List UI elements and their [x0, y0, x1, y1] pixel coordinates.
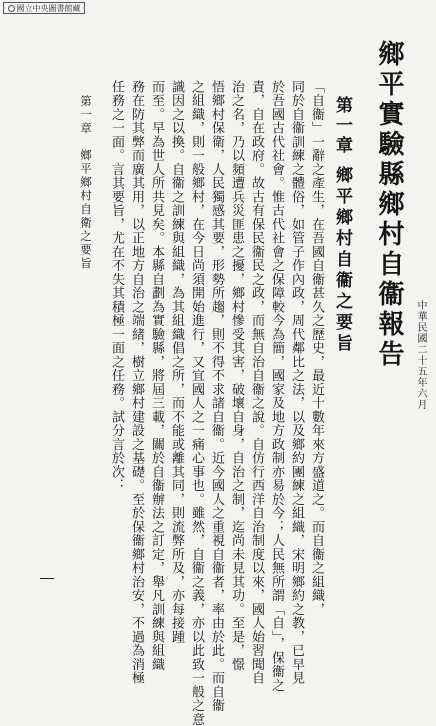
- body-line: 之組織，則一般鄉村，在今日尚須開始進行，又宜國人之一痛心事也。雖然，自衞之義，亦以此致一般之意: [189, 80, 204, 726]
- report-title: 鄉平實驗縣鄉村自衞報告: [374, 40, 404, 370]
- body-line: 治之名，乃以頻遭兵災匪患之擾，鄉村慘受其害，破壞自身，自治之制，迄尚未見其功。至是，憬: [229, 80, 244, 672]
- body-line: 任務之一面。言其要旨，尤在不失其積極一面之任務。試分言於次：: [109, 80, 124, 493]
- chapter-name: 鄉平鄉村自衞之要旨: [332, 166, 352, 355]
- margin-chapter-label: 第一章 鄉平鄉村自衛之要旨: [79, 95, 93, 271]
- chapter-number: 第一章: [332, 96, 352, 156]
- page-number-mark: [40, 578, 54, 579]
- seal-icon: [8, 5, 15, 12]
- body-line: 責，自在政府。故古有保民衞民之政，而無自治自衞之說。自仿行西洋自治制度以來，國人始習聞自: [249, 80, 264, 685]
- body-line: 於吾國古代社會。惟古代社會之保障較今為簡，國家及地方政制亦易於今；人民無所謂「自」，保衞之: [269, 80, 284, 693]
- body-line: 同於自衞訓練之體俗，如管子作內政，周代鄰比之法，以及鄉約團練之組織，宋明鄉約之教，已早見: [289, 80, 304, 685]
- body-line: 識因之以換。自衞之訓練與組織，為其組織倡之所，而不能或離其同，則流弊所及，亦每接踵: [169, 80, 184, 644]
- report-date: 中華民國二十五年六月: [415, 300, 426, 410]
- body-line: 而至。早為世人所共見矣。本縣自劃為實驗縣，將屆三載，關於自衞辦法之訂定，舉凡訓練與組織: [149, 80, 164, 672]
- body-line: 務在防其弊而廣其用，以正地方自治之端緒，樹立鄉村建設之基礎。至於保衞鄉村治安，不過為消極: [129, 80, 144, 685]
- body-line: 悟鄉村保衛，人民獨感其要，形勢所趨，則不得不求諸自衞。近今國人之重視自衞者，率由於此。而自衞: [209, 80, 224, 713]
- stamp-text: 國立中央圖書館藏: [16, 3, 81, 13]
- body-line: 「自衞」一辭之產生，在吾國自衞甚久之歷史，最近十數年來方盛道之。而自衞之組織，: [309, 80, 324, 617]
- library-stamp: [3, 2, 85, 14]
